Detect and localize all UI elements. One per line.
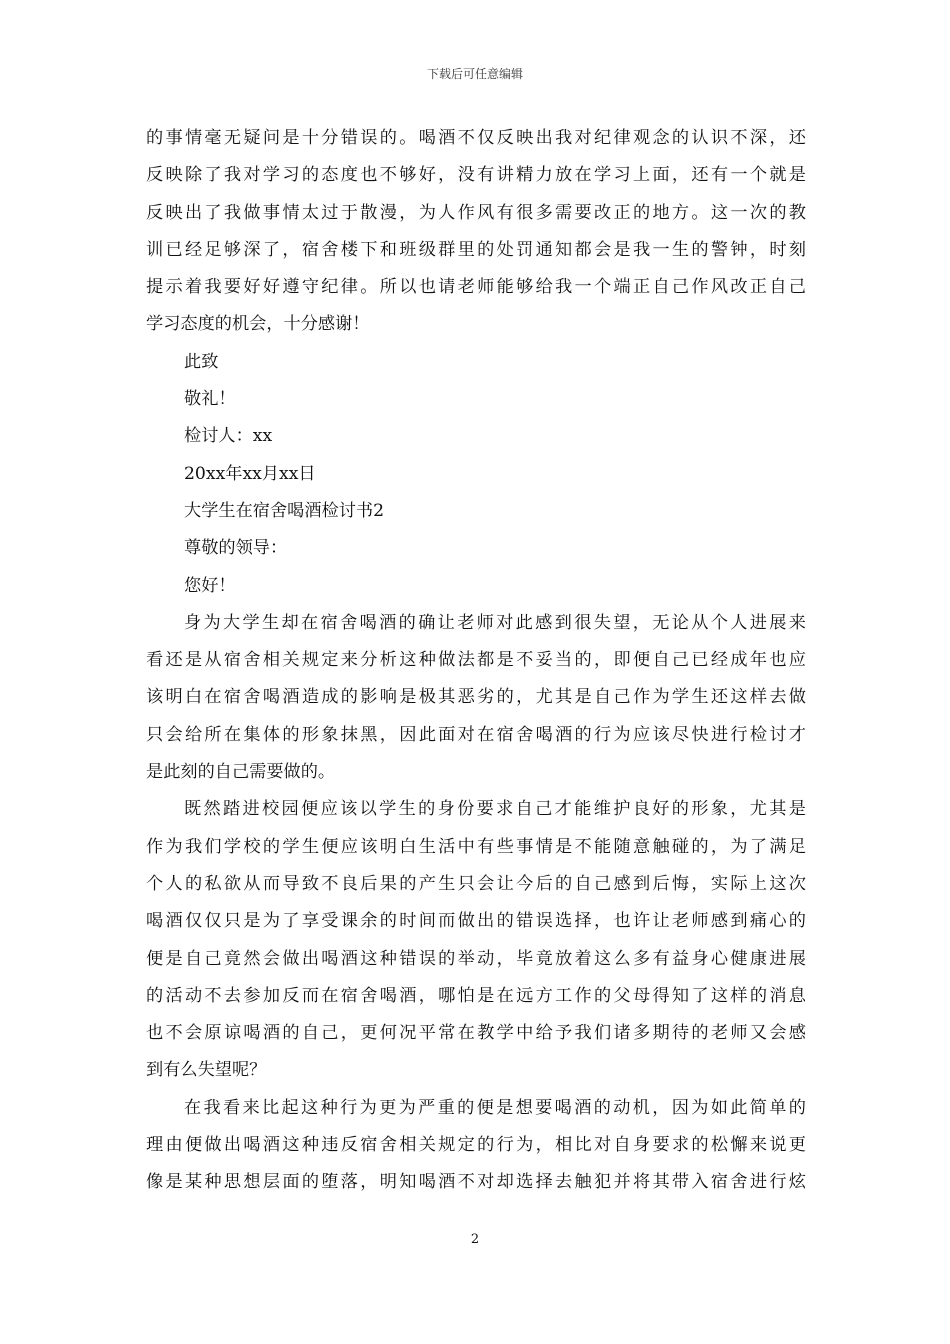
text-line: 该明白在宿舍喝酒造成的影响是极其恶劣的，尤其是自己作为学生还这样去做	[146, 687, 806, 708]
text-line: 像是某种思想层面的堕落，明知喝酒不对却选择去触犯并将其带入宿舍进行炫	[146, 1172, 806, 1193]
text-line: 只会给所在集体的形象抹黑，因此面对在宿舍喝酒的行为应该尽快进行检讨才	[146, 724, 806, 745]
text-line: 个人的私欲从而导致不良后果的产生只会让今后的自己感到后悔，实际上这次	[146, 873, 806, 894]
text-line: 反映除了我对学习的态度也不够好，没有讲精力放在学习上面，还有一个就是	[146, 165, 806, 186]
closing-salutation: 此致	[184, 351, 219, 372]
text-line: 看还是从宿舍相关规定来分析这种做法都是不妥当的，即便自己已经成年也应	[146, 650, 806, 671]
text-line: 既然踏进校园便应该以学生的身份要求自己才能维护良好的形象，尤其是	[184, 799, 806, 820]
text-line: 的事情毫无疑问是十分错误的。喝酒不仅反映出我对纪律观念的认识不深，还	[146, 128, 806, 148]
section-title: 大学生在宿舍喝酒检讨书2	[184, 500, 384, 521]
text-line: 到有么失望呢？	[146, 1060, 267, 1081]
text-line: 身为大学生却在宿舍喝酒的确让老师对此感到很失望，无论从个人进展来	[184, 612, 806, 633]
text-line: 在我看来比起这种行为更为严重的便是想要喝酒的动机，因为如此简单的	[184, 1097, 806, 1118]
text-line: 理由便做出喝酒这种违反宿舍相关规定的行为，相比对自身要求的松懈来说更	[146, 1135, 806, 1156]
text-line: 提示着我要好好遵守纪律。所以也请老师能够给我一个端正自己作风改正自己	[146, 277, 806, 298]
date-line: 20xx年xx月xx日	[184, 463, 316, 484]
text-line: 便是自己竟然会做出喝酒这种错误的举动，毕竟放着这么多有益身心健康进展	[146, 948, 806, 969]
text-line: 学习态度的机会，十分感谢！	[146, 314, 370, 335]
text-line: 喝酒仅仅只是为了享受课余的时间而做出的错误选择，也许让老师感到痛心的	[146, 911, 806, 932]
text-line: 反映出了我做事情太过于散漫，为人作风有很多需要改正的地方。这一次的教	[146, 202, 806, 223]
page-number: 2	[470, 1232, 480, 1247]
text-line: 也不会原谅喝酒的自己，更何况平常在教学中给予我们诸多期待的老师又会感	[146, 1023, 806, 1044]
closing-regards: 敬礼！	[184, 389, 236, 410]
greeting-recipient: 尊敬的领导：	[184, 538, 288, 559]
text-line: 的活动不去参加反而在宿舍喝酒，哪怕是在远方工作的父母得知了这样的消息	[146, 985, 806, 1006]
greeting-hello: 您好！	[184, 575, 236, 596]
signature-line: 检讨人：xx	[184, 426, 273, 447]
page-header: 下载后可任意编辑	[426, 67, 523, 81]
text-line: 是此刻的自己需要做的。	[146, 762, 336, 783]
text-line: 训已经足够深了，宿舍楼下和班级群里的处罚通知都会是我一生的警钟，时刻	[146, 239, 806, 260]
text-line: 作为我们学校的学生便应该明白生活中有些事情是不能随意触碰的，为了满足	[146, 836, 806, 857]
document-body	[146, 120, 806, 1202]
